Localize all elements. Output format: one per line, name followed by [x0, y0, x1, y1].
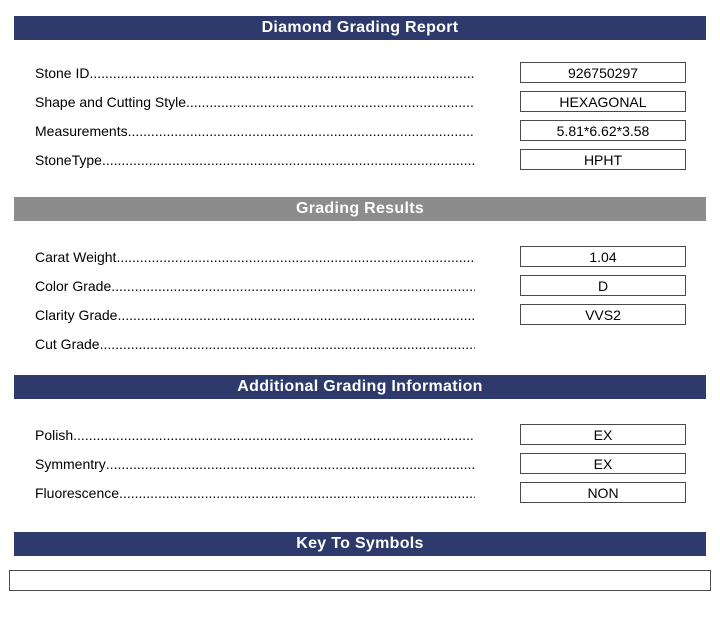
additional-info-section — [0, 420, 720, 507]
measurements-label: Measurements — [35, 122, 128, 139]
additional-info-title: Additional Grading Information — [237, 378, 483, 395]
dot-leader — [73, 428, 475, 442]
stone-id-row — [35, 58, 686, 87]
dot-leader — [100, 337, 475, 351]
grading-results-bar — [14, 197, 706, 221]
dot-leader — [89, 66, 475, 80]
stone-type-label: StoneType — [35, 151, 102, 168]
report-title: Diamond Grading Report — [261, 19, 459, 36]
symmetry-label: Symmentry — [35, 455, 106, 472]
stone-type-row — [35, 145, 686, 174]
key-to-symbols-box — [9, 570, 711, 591]
dot-leader — [117, 308, 475, 322]
symmetry-value: EX — [520, 453, 686, 474]
stone-type-value: HPHT — [520, 149, 686, 170]
carat-weight-row — [35, 242, 686, 271]
polish-row — [35, 420, 686, 449]
key-to-symbols-title: Key To Symbols — [296, 535, 424, 552]
shape-label: Shape and Cutting Style — [35, 93, 186, 110]
dot-leader — [102, 153, 475, 167]
fluorescence-value: NON — [520, 482, 686, 503]
symmetry-row — [35, 449, 686, 478]
identity-section — [0, 58, 720, 174]
clarity-grade-row — [35, 300, 686, 329]
carat-weight-value: 1.04 — [520, 246, 686, 267]
dot-leader — [186, 95, 475, 109]
color-grade-value: D — [520, 275, 686, 296]
measurements-value: 5.81*6.62*3.58 — [520, 120, 686, 141]
dot-leader — [111, 279, 475, 293]
key-to-symbols-bar — [14, 532, 706, 556]
shape-row — [35, 87, 686, 116]
cut-grade-label: Cut Grade — [35, 335, 100, 352]
grading-results-title: Grading Results — [295, 200, 425, 217]
dot-leader — [116, 250, 475, 264]
cut-grade-row — [35, 329, 686, 358]
carat-weight-label: Carat Weight — [35, 248, 117, 265]
clarity-grade-label: Clarity Grade — [35, 306, 118, 323]
dot-leader — [128, 124, 475, 138]
dot-leader — [106, 457, 475, 471]
dot-leader — [119, 486, 475, 500]
clarity-grade-value: VVS2 — [520, 304, 686, 325]
color-grade-label: Color Grade — [35, 277, 112, 294]
stone-id-label: Stone ID — [35, 64, 90, 81]
report-title-bar — [14, 16, 706, 40]
shape-value: HEXAGONAL — [520, 91, 686, 112]
fluorescence-row — [35, 478, 686, 507]
stone-id-value: 926750297 — [520, 62, 686, 83]
color-grade-row — [35, 271, 686, 300]
fluorescence-label: Fluorescence — [35, 484, 120, 501]
additional-info-bar — [14, 375, 706, 399]
polish-value: EX — [520, 424, 686, 445]
grading-results-section — [0, 242, 720, 358]
polish-label: Polish — [35, 426, 74, 443]
measurements-row — [35, 116, 686, 145]
